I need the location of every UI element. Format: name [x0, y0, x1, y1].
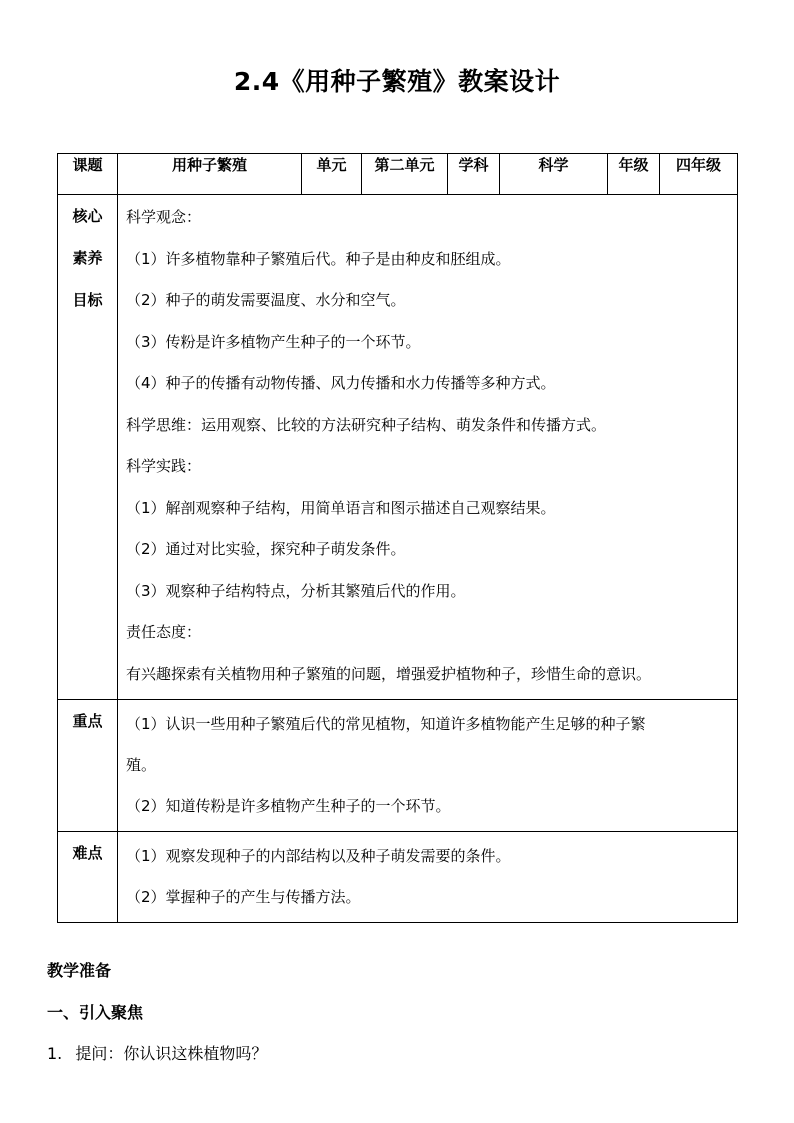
difficult-points-label: 难点 — [58, 832, 118, 923]
unit-value: 第二单元 — [362, 154, 448, 195]
core-label-line: 核心 — [72, 207, 103, 225]
core-line: （1）解剖观察种子结构，用简单语言和图示描述自己观察结果。 — [126, 498, 556, 517]
core-line: （3）传粉是许多植物产生种子的一个环节。 — [126, 332, 421, 351]
table-header-row — [58, 154, 738, 195]
key-points-label: 重点 — [58, 700, 118, 832]
teaching-prep-heading: 教学准备 — [47, 961, 112, 980]
difficult-points-content — [118, 832, 738, 923]
subject-label: 学科 — [448, 154, 500, 195]
key-line: 殖。 — [126, 756, 157, 774]
lesson-plan-table — [57, 153, 738, 923]
core-line: 责任态度： — [126, 623, 202, 641]
question-text: 提问：你认识这株植物吗？ — [75, 1044, 268, 1063]
topic-value: 用种子繁殖 — [118, 154, 302, 195]
question-item — [47, 1041, 267, 1064]
core-line: （2）种子的萌发需要温度、水分和空气。 — [126, 291, 406, 309]
topic-label: 课题 — [58, 154, 118, 195]
core-label-line: 素养 — [72, 249, 103, 267]
difficult-line: （2）掌握种子的产生与传播方法。 — [126, 888, 361, 906]
unit-label: 单元 — [302, 154, 362, 195]
core-literacy-row — [58, 195, 738, 700]
key-points-row — [58, 700, 738, 832]
key-points-content — [118, 700, 738, 832]
core-line: （3）观察种子结构特点，分析其繁殖后代的作用。 — [126, 581, 466, 600]
core-line: （4）种子的传播有动物传播、风力传播和水力传播等多种方式。 — [126, 374, 556, 392]
core-line: 有兴趣探索有关植物用种子繁殖的问题，增强爱护植物种子，珍惜生命的意识。 — [126, 664, 652, 683]
grade-value: 四年级 — [660, 154, 738, 195]
key-line: （1）认识一些用种子繁殖后代的常见植物，知道许多植物能产生足够的种子繁 — [126, 715, 646, 733]
page-title: 2.4《用种子繁殖》教案设计 — [233, 67, 561, 96]
difficult-points-row — [58, 832, 738, 923]
core-line: 科学观念： — [126, 208, 202, 226]
core-line: 科学思维：运用观察、比较的方法研究种子结构、萌发条件和传播方式。 — [126, 415, 607, 434]
core-line: （1）许多植物靠种子繁殖后代。种子是由种皮和胚组成。 — [126, 249, 511, 268]
question-number: 1. — [47, 1044, 63, 1063]
core-line: 科学实践： — [126, 457, 202, 475]
subject-value: 科学 — [500, 154, 608, 195]
difficult-line: （1）观察发现种子的内部结构以及种子萌发需要的条件。 — [126, 847, 511, 865]
key-line: （2）知道传粉是许多植物产生种子的一个环节。 — [126, 797, 451, 815]
core-label-line: 目标 — [72, 291, 103, 309]
core-literacy-content — [118, 195, 738, 700]
intro-heading: 一、引入聚焦 — [47, 1003, 144, 1022]
grade-label: 年级 — [608, 154, 660, 195]
core-literacy-label — [58, 195, 118, 700]
core-line: （2）通过对比实验，探究种子萌发条件。 — [126, 540, 406, 558]
